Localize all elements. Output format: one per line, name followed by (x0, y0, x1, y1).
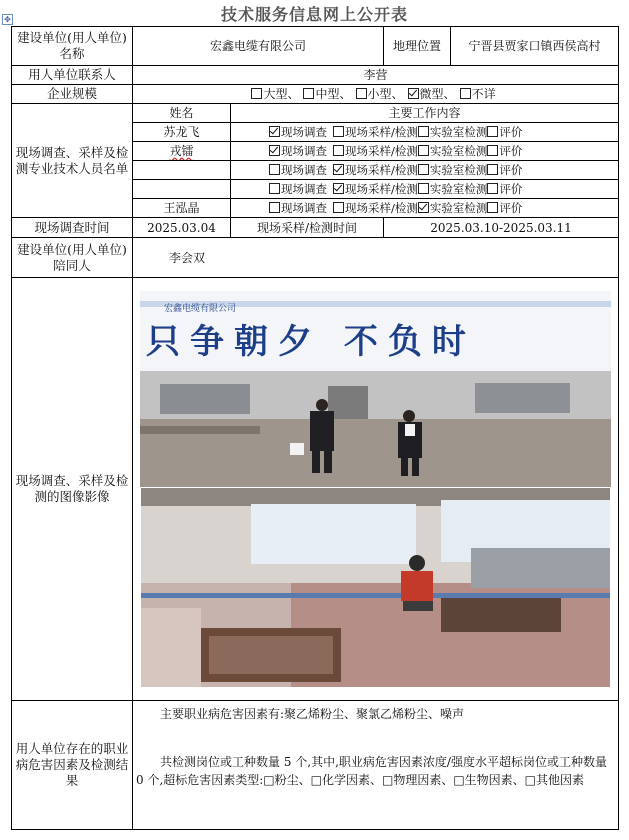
work-item: 实验室检测 (418, 201, 488, 215)
scale-option: 微型、 (408, 87, 456, 101)
checkbox-icon (251, 88, 262, 99)
work-item: 评价 (487, 201, 522, 215)
work-item: 实验室检测 (418, 182, 488, 196)
banner-small-text: 宏鑫电缆有限公司 (164, 304, 237, 314)
site-photo-1 (140, 291, 611, 487)
companion-label: 建设单位(用人单位)陪同人 (12, 238, 133, 278)
checkbox-icon (418, 145, 429, 156)
results-label: 用人单位存在的职业病危害因素及检测结果 (12, 701, 133, 830)
checkbox-icon (418, 202, 429, 213)
location-label: 地理位置 (384, 27, 451, 66)
staff-name: 苏龙飞 (133, 123, 231, 142)
checkbox-icon (487, 202, 498, 213)
banner-slogan-text: 只争朝夕 不负时 (146, 322, 476, 362)
scale-options (133, 85, 619, 104)
companion-value: 李会双 (133, 238, 619, 278)
work-item: 实验室检测 (418, 144, 488, 158)
checkbox-icon (269, 164, 280, 175)
checkbox-icon (418, 164, 429, 175)
checkbox-icon (487, 183, 498, 194)
employer-label: 建设单位(用人单位)名称 (12, 27, 133, 66)
work-item: 现场调查 (269, 163, 327, 177)
checkbox-icon (333, 202, 344, 213)
checkbox-icon (333, 164, 344, 175)
work-item: 现场采样/检测 (333, 182, 418, 196)
checkbox-icon (333, 183, 344, 194)
survey-time-label: 现场调查时间 (12, 218, 133, 238)
survey-time-value: 2025.03.04 (133, 218, 231, 238)
image-cell (133, 278, 619, 701)
checkbox-icon (269, 183, 280, 194)
staff-work-items (231, 123, 619, 142)
checkbox-icon (356, 88, 367, 99)
staff-name: 戎镭 (133, 142, 231, 161)
site-photo-2 (141, 488, 610, 687)
staff-work-items (231, 161, 619, 180)
results-detection: 共检测岗位或工种数量 5 个,其中,职业病危害因素浓度/强度水平超标岗位或工种数量 0 个,超标危害因素类型:□粉尘、□化学因素、□物理因素、□生物因素、□其他因素 (136, 755, 607, 787)
location-value: 宁晋县贾家口镇西侯高村 (451, 27, 619, 66)
scale-option: 不详 (460, 87, 496, 101)
checkbox-icon (408, 88, 419, 99)
work-item: 现场采样/检测 (333, 144, 418, 158)
work-item: 现场调查 (269, 125, 327, 139)
work-item: 评价 (487, 144, 522, 158)
staff-work-items (231, 180, 619, 199)
work-item: 评价 (487, 125, 522, 139)
staff-work-items (231, 199, 619, 218)
staff-name: 王泓晶 (133, 199, 231, 218)
work-item: 现场调查 (269, 201, 327, 215)
scale-option: 大型、 (251, 87, 299, 101)
contact-value: 李营 (133, 66, 619, 85)
work-item: 评价 (487, 163, 522, 177)
checkbox-icon (418, 126, 429, 137)
checkbox-icon (487, 164, 498, 175)
staff-name (133, 180, 231, 199)
sampling-time-value: 2025.03.10-2025.03.11 (384, 218, 619, 238)
work-item: 实验室检测 (418, 125, 488, 139)
work-item: 实验室检测 (418, 163, 488, 177)
checkbox-icon (269, 126, 280, 137)
scale-option: 小型、 (356, 87, 404, 101)
checkbox-icon (487, 145, 498, 156)
work-item: 现场采样/检测 (333, 125, 418, 139)
work-item: 现场调查 (269, 182, 327, 196)
checkbox-icon (269, 145, 280, 156)
staff-label: 现场调查、采样及检测专业技术人员名单 (12, 104, 133, 218)
contact-label: 用人单位联系人 (12, 66, 133, 85)
name-header: 姓名 (133, 104, 231, 123)
checkbox-icon (418, 183, 429, 194)
results-hazards: 主要职业病危害因素有:聚乙烯粉尘、聚氯乙烯粉尘、噪声 (160, 707, 465, 721)
work-item: 评价 (487, 182, 522, 196)
work-header: 主要工作内容 (231, 104, 619, 123)
results-cell (133, 701, 619, 830)
checkbox-icon (460, 88, 471, 99)
checkbox-icon (333, 145, 344, 156)
checkbox-icon (333, 126, 344, 137)
sampling-time-label: 现场采样/检测时间 (231, 218, 384, 238)
image-label: 现场调查、采样及检测的图像影像 (12, 278, 133, 701)
info-table (11, 26, 619, 830)
staff-name (133, 161, 231, 180)
work-item: 现场采样/检测 (333, 201, 418, 215)
employer-value: 宏鑫电缆有限公司 (133, 27, 384, 66)
scale-option: 中型、 (303, 87, 351, 101)
table-move-handle-icon[interactable]: ✥ (2, 14, 13, 25)
checkbox-icon (487, 126, 498, 137)
scale-label: 企业规模 (12, 85, 133, 104)
work-item: 现场调查 (269, 144, 327, 158)
page-title: 技术服务信息网上公开表 (220, 5, 408, 24)
checkbox-icon (303, 88, 314, 99)
staff-work-items (231, 142, 619, 161)
work-item: 现场采样/检测 (333, 163, 418, 177)
checkbox-icon (269, 202, 280, 213)
